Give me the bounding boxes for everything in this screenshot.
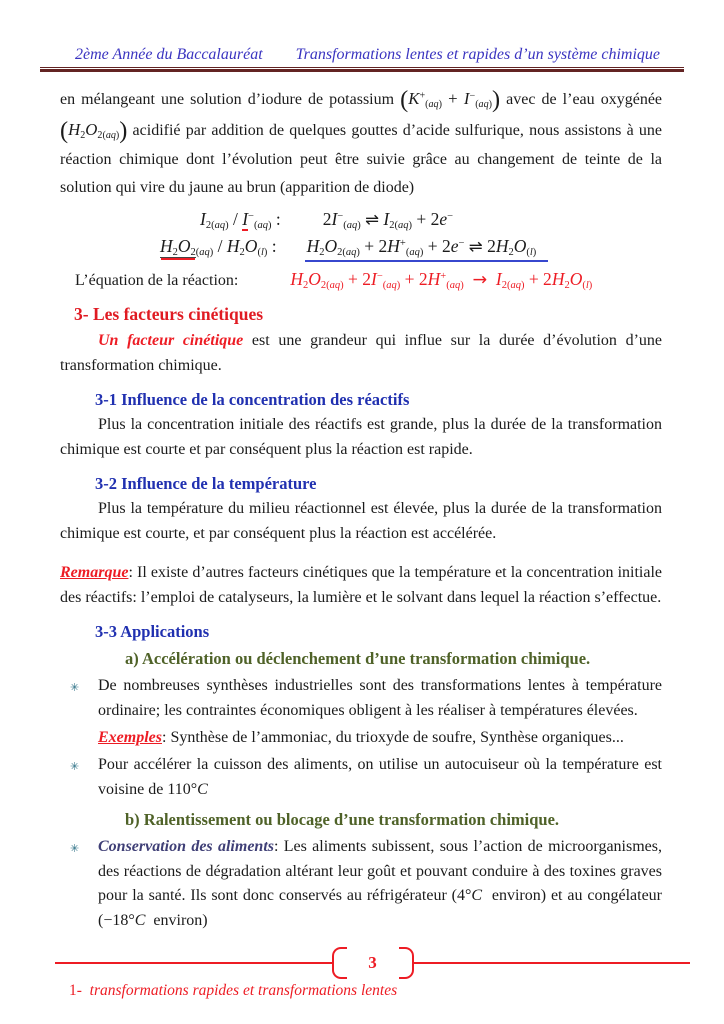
overall-equation-row [60,269,662,290]
section-3-2-title: 3-2 Influence de la température [95,474,317,493]
redox-couple-iodine: $I_{2(aq)} / I^-_{(aq)}$ : [200,209,281,232]
bullet-item-autocuiseur [70,753,662,803]
bullet-text-block [98,835,662,935]
footer-rule-right-segment [414,962,691,964]
bullet-text-block [98,753,662,803]
header-chapter-title: Transformations lentes et rapides d’un système chimique [295,46,660,63]
header-course-title: 2ème Année du Baccalauréat [75,46,263,63]
footer-rule-left-segment [55,962,332,964]
section-3-1-title: 3-1 Influence de la concentration des réactifs [95,390,410,410]
section-3-paragraph: Un facteur cinétique est une grandeur qui influe sur la durée d’évolution d’une transformation chimique. [60,332,663,375]
header-rule-thin-line [40,67,684,68]
page-number-left-bracket [332,947,347,979]
section-3-2-paragraph: Plus la température du milieu réactionnel est élevée, plus la durée de la transformation chimique est courte, et par conséquent plus la réaction est accélérée. [60,500,662,542]
bullet-item-conservation [70,835,662,935]
asterisk-bullet-icon: ✳ [70,680,80,694]
remark-paragraph: Remarque: Il existe d’autres facteurs cinétiques que la température et la concentration initiale des réactifs: l’emploi de catalyseurs, la lumière et le solvant dans lequel la réaction s’effectue. [60,563,662,606]
exemples-line: Exemples: Synthèse de l’ammoniac, du trioxyde de soufre, Synthèse organiques... [98,728,624,746]
page-number: 3 [368,953,377,972]
overall-equation-label: L’équation de la réaction: [75,272,239,290]
subsection-b-title: b) Ralentissement ou blocage d’une transformation chimique. [125,809,560,829]
footer-rule [55,947,690,979]
page-number-right-bracket [399,947,414,979]
half-equation-iodine [200,209,662,230]
bullet-item-syntheses [70,674,662,751]
header-rule-thick-line [40,69,684,72]
overall-equation-formula: $H_2O_{2(aq)} + 2I^-_{(aq)} + 2H^+_{(aq)} \to I_{2(aq)} + 2H_2O_{(l)}$ [290,269,593,292]
half-equation-peroxide [160,236,662,257]
section-3-1-paragraph: Plus la concentration initiale des réactifs est grande, plus la durée de la transformation chimique est courte et par conséquent plus la réaction est rapide. [60,416,662,459]
header-row [60,46,662,64]
half-equation-peroxide-formula: $H_2O_{2(aq)} + 2H^+_{(aq)} + 2e^-$ ⇌ $2H_2O_{(l)}$ [305,236,549,262]
footer-note: 1- transformations rapides et transformations lentes [69,982,398,999]
bullet-conservation-text: Conservation des aliments: Les aliments subissent, sous l’action de microorganismes, des réactions de dégradation altérant leur goût et pouvant conduire à des toxines graves pour la santé. Ils sont donc conservés au réfrigérateur (4°C environ) et au congélateur (−18°C environ) [98,837,662,930]
section-3-title: 3- Les facteurs cinétiques [74,304,264,325]
asterisk-bullet-icon: ✳ [70,759,80,773]
page-footer [55,947,690,1000]
bullet-text-block [98,674,662,751]
page-body [60,84,662,934]
page-header [60,46,662,72]
intro-paragraph: en mélangeant une solution d’iodure de potassium $(K^+_{(aq)} + I^-_{(aq)})$ avec de l’eau oxygénée $(H_2O_{2(aq)})$ acidifié par addition de quelques gouttes d’acide sulfurique, nous assistons à une réaction chimique dont l’évolution peut être suivie grâce au changement de teinte de la solution qui vire du jaune au brun (apparition de diode) [60,85,663,197]
redox-couple-peroxide: $H_2O_{2(aq)} / H_2O_{(l)}$ : [160,236,277,259]
redox-equations-block [60,209,662,290]
bullet-autocuiseur-text: Pour accélérer la cuisson des aliments, on utilise un autocuiseur où la température est voisine de 110°C [98,755,662,798]
half-equation-iodine-formula: $2I^-_{(aq)}$ ⇌ $I_{2(aq)} + 2e^-$ [322,209,454,232]
asterisk-bullet-icon: ✳ [70,841,80,855]
header-rule [40,67,684,72]
bullet-syntheses-text: De nombreuses synthèses industrielles sont des transformations lentes à température ordinaire; les contraintes économiques obligent à les réaliser à températures élevées. [98,676,662,719]
subsection-a-title: a) Accélération ou déclenchement d’une transformation chimique. [125,648,591,668]
section-3-3-title: 3-3 Applications [95,621,210,641]
